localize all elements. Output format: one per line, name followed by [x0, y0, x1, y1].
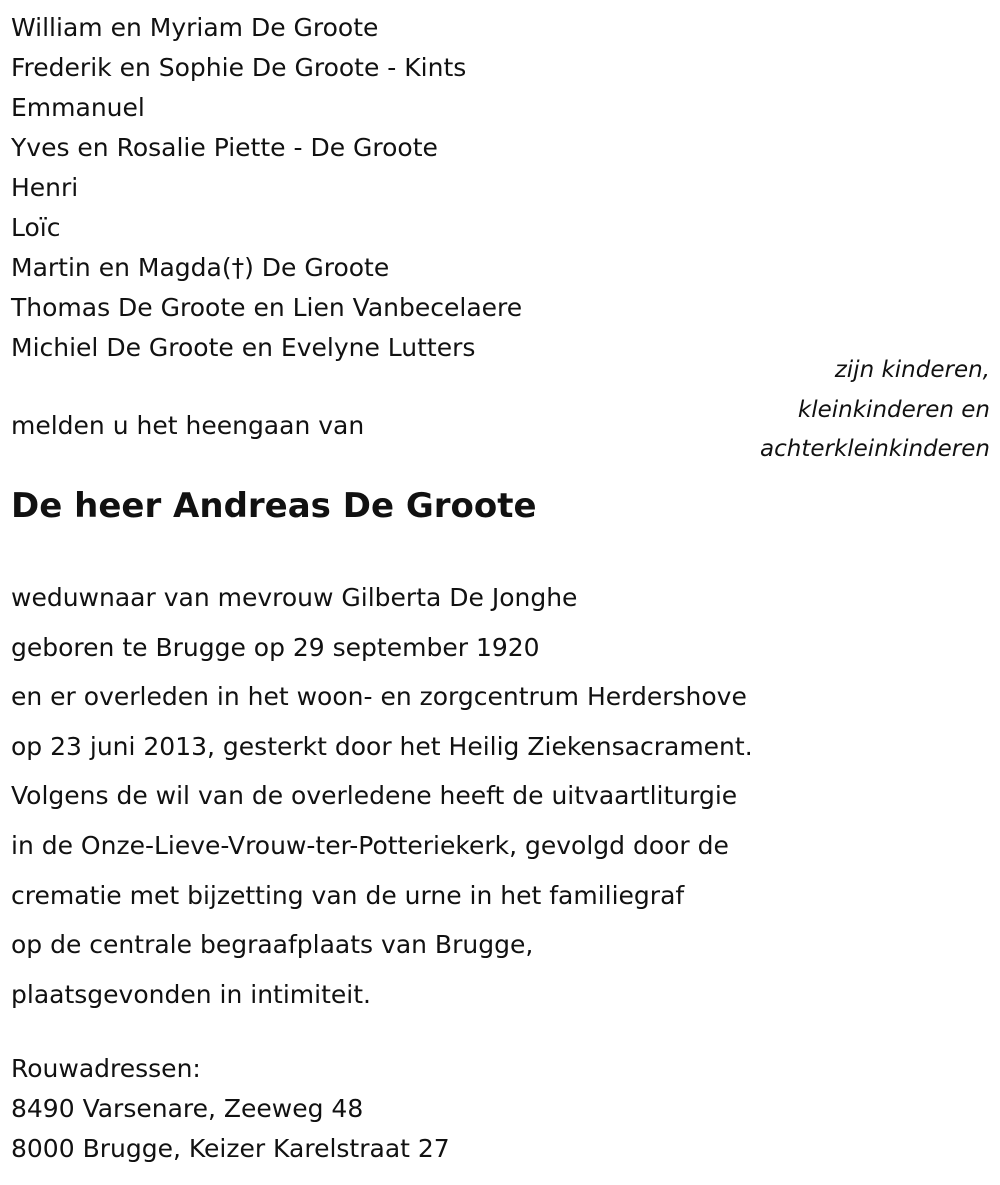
- family-member: Loïc: [11, 213, 61, 242]
- detail-line: crematie met bijzetting van de urne in het familiegraf: [11, 880, 685, 910]
- family-member: Martin en Magda(†) De Groote: [11, 253, 390, 282]
- family-member: Yves en Rosalie Piette - De Groote: [11, 133, 438, 162]
- detail-line: weduwnaar van mevrouw Gilberta De Jonghe: [11, 583, 578, 612]
- addresses-heading: Rouwadressen:: [11, 1054, 201, 1083]
- family-member: Frederik en Sophie De Groote - Kints: [11, 53, 467, 82]
- relation-line: zijn kinderen,: [834, 357, 990, 383]
- mourning-addresses: [11, 1049, 450, 1169]
- detail-line: en er overleden in het woon- en zorgcentrum Herdershove: [11, 682, 747, 712]
- address-line: 8000 Brugge, Keizer Karelstraat 27: [11, 1134, 450, 1163]
- detail-line: geboren te Brugge op 29 september 1920: [11, 632, 540, 662]
- family-member: William en Myriam De Groote: [11, 13, 379, 42]
- detail-line: in de Onze-Lieve-Vrouw-ter-Potteriekerk, gevolgd door de: [11, 830, 729, 860]
- family-member: Thomas De Groote en Lien Vanbecelaere: [11, 293, 523, 322]
- details-block: [11, 573, 753, 1019]
- detail-line: op de centrale begraafplaats van Brugge,: [11, 930, 534, 960]
- relation-line: achterkleinkinderen: [760, 436, 990, 462]
- detail-line: plaatsgevonden in intimiteit.: [11, 979, 371, 1009]
- relation-line: kleinkinderen en: [797, 396, 990, 423]
- announcement-text: melden u het heengaan van: [11, 411, 365, 440]
- family-list: [11, 8, 522, 368]
- deceased-name: De heer Andreas De Groote: [11, 486, 537, 526]
- relation-note: [760, 351, 990, 470]
- address-line: 8490 Varsenare, Zeeweg 48: [11, 1094, 364, 1123]
- family-member: Michiel De Groote en Evelyne Lutters: [11, 333, 476, 362]
- family-member: Henri: [11, 173, 79, 202]
- detail-line: Volgens de wil van de overledene heeft de uitvaartliturgie: [11, 781, 738, 811]
- detail-line: op 23 juni 2013, gesterkt door het Heilig Ziekensacrament.: [11, 731, 753, 761]
- family-member: Emmanuel: [11, 93, 145, 122]
